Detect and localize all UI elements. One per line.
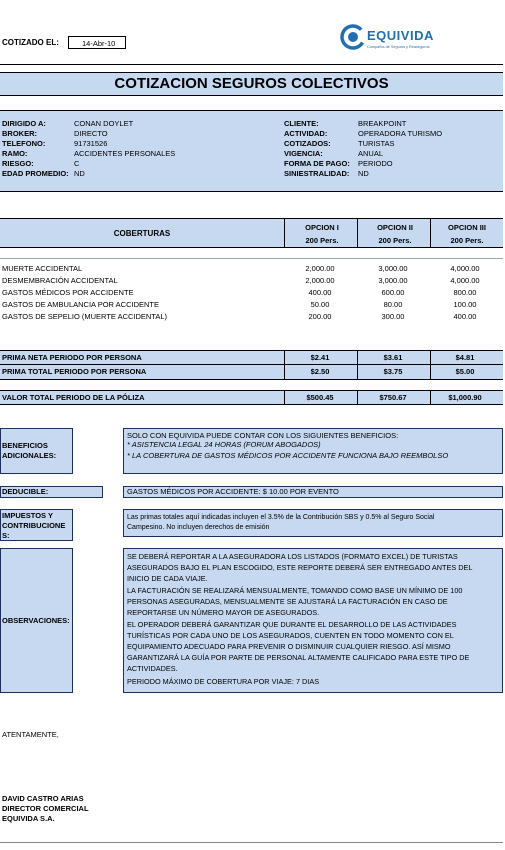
net-premium-value: $4.81 bbox=[455, 353, 475, 362]
taxes-label-box bbox=[0, 509, 73, 541]
info-label-phone: TELEFONO: bbox=[2, 139, 46, 148]
coverage-value: 4,000.00 bbox=[450, 276, 480, 285]
info-label-branch: RAMO: bbox=[2, 149, 28, 158]
info-value-age: ND bbox=[74, 169, 85, 178]
observation-line: EQUIPAMIENTO ADECUADO PARA PREVENIR O DISMINUIR CUALQUIER RIESGO. ASÍ MISMO bbox=[127, 642, 451, 651]
info-value-claims: ND bbox=[358, 169, 369, 178]
info-label-broker: BROKER: bbox=[2, 129, 37, 138]
info-value-payment: PERIODO bbox=[358, 159, 393, 168]
net-premium-value: $3.61 bbox=[383, 353, 403, 362]
info-label-risk: RIESGO: bbox=[2, 159, 34, 168]
observation-line: GARANTIZARÁ LA GUÍA POR PARTE DE PERSONAL ALTAMENTE CALIFICADO PARA ESTE TIPO DE bbox=[127, 653, 470, 662]
equivida-logo-icon bbox=[340, 24, 366, 50]
net-premium-row bbox=[0, 350, 503, 365]
option-3-persons: 200 Pers. bbox=[450, 236, 484, 245]
info-label-activity: ACTIVIDAD: bbox=[284, 129, 328, 138]
observations-content-box bbox=[123, 548, 503, 693]
benefits-label-line2: ADICIONALES: bbox=[2, 451, 57, 460]
coverage-value: 600.00 bbox=[381, 288, 405, 297]
option-3-name: OPCION III bbox=[448, 223, 486, 232]
policy-total-label: VALOR TOTAL PERIODO DE LA PÓLIZA bbox=[2, 393, 145, 402]
policy-total-row bbox=[0, 390, 503, 405]
taxes-text-line2: Campesino. No incluyen derechos de emisión bbox=[127, 524, 270, 531]
coverage-label: DESMEMBRACIÓN ACCIDENTAL bbox=[2, 276, 118, 285]
coverage-value: 300.00 bbox=[381, 312, 405, 321]
option-1-persons: 200 Pers. bbox=[305, 236, 339, 245]
closing-salutation: ATENTAMENTE, bbox=[2, 730, 59, 739]
benefit-item: * LA COBERTURA DE GASTOS MÉDICOS POR ACCIDENTE FUNCIONA BAJO REEMBOLSO bbox=[127, 451, 449, 460]
info-value-broker: DIRECTO bbox=[74, 129, 108, 138]
observation-line: ACTIVIDADES. bbox=[127, 664, 178, 673]
benefit-item: * ASISTENCIA LEGAL 24 HORAS (FORUM ABOGADOS) bbox=[127, 440, 321, 449]
info-value-branch: ACCIDENTES PERSONALES bbox=[74, 149, 176, 158]
coverage-value: 2,000.00 bbox=[305, 264, 335, 273]
info-value-risk: C bbox=[74, 159, 80, 168]
coverage-value: 200.00 bbox=[308, 312, 332, 321]
coverage-label: GASTOS DE SEPELIO (MUERTE ACCIDENTAL) bbox=[2, 312, 168, 321]
title-bar bbox=[0, 72, 503, 96]
observations-label: OBSERVACIONES: bbox=[2, 616, 70, 625]
observation-line: EL OPERADOR DEBERÁ GARANTIZAR QUE DURANTE EL DESARROLLO DE LAS ACTIVIDADES bbox=[127, 620, 457, 629]
coverage-value: 3,000.00 bbox=[378, 276, 408, 285]
signer-company: EQUIVIDA S.A. bbox=[2, 814, 55, 823]
coverage-value: 400.00 bbox=[453, 312, 477, 321]
quoted-date-box bbox=[68, 36, 126, 49]
coverage-label: MUERTE ACCIDENTAL bbox=[2, 264, 83, 273]
policy-total-value: $1,000.90 bbox=[448, 393, 482, 402]
benefits-content-box bbox=[123, 428, 503, 474]
policy-total-value: $500.45 bbox=[306, 393, 334, 402]
coverage-value: 80.00 bbox=[383, 300, 403, 309]
logo-tagline: Compañía de Seguros y Reaseguros bbox=[367, 45, 430, 49]
info-label-client: CLIENTE: bbox=[284, 119, 319, 128]
info-label-claims: SINIESTRALIDAD: bbox=[284, 169, 350, 178]
quoted-label: COTIZADO EL: bbox=[2, 38, 59, 47]
info-value-validity: ANUAL bbox=[358, 149, 384, 158]
taxes-label-line2: CONTRIBUCIONE bbox=[2, 521, 66, 530]
page-title: COTIZACION SEGUROS COLECTIVOS bbox=[114, 75, 389, 92]
info-label-quoted: COTIZADOS: bbox=[284, 139, 331, 148]
observation-line: ASEGURADOS BAJO EL PLAN ESCOGIDO, ESTE REPORTE DEBERÁ SER ENTREGADO ANTES DEL bbox=[127, 563, 473, 572]
coverage-value: 2,000.00 bbox=[305, 276, 335, 285]
total-premium-value: $5.00 bbox=[455, 367, 475, 376]
taxes-content-box bbox=[123, 509, 503, 537]
policy-total-value: $750.67 bbox=[379, 393, 407, 402]
coverage-value: 400.00 bbox=[308, 288, 332, 297]
benefits-intro: SOLO CON EQUIVIDA PUEDE CONTAR CON LOS SIGUIENTES BENEFICIOS: bbox=[127, 431, 399, 440]
logo-text: EQUIVIDA bbox=[367, 28, 434, 43]
info-value-directed: CONAN DOYLET bbox=[74, 119, 134, 128]
coverage-label: GASTOS DE AMBULANCIA POR ACCIDENTE bbox=[2, 300, 159, 309]
observation-line: REPORTARSE UN NÚMERO MAYOR DE ASEGURADOS. bbox=[127, 608, 320, 617]
total-premium-label: PRIMA TOTAL PERIODO POR PERSONA bbox=[2, 367, 147, 376]
info-value-quoted: TURISTAS bbox=[358, 139, 395, 148]
info-label-validity: VIGENCIA: bbox=[284, 149, 323, 158]
total-premium-value: $2.50 bbox=[310, 367, 330, 376]
info-value-client: BREAKPOINT bbox=[358, 119, 407, 128]
logo bbox=[340, 22, 460, 58]
info-label-payment: FORMA DE PAGO: bbox=[284, 159, 350, 168]
coverage-value: 50.00 bbox=[310, 300, 330, 309]
deductible-label-box bbox=[0, 486, 103, 498]
observation-line: PERIODO MÁXIMO DE COBERTURA POR VIAJE: 7 DIAS bbox=[127, 677, 320, 686]
deductible-label: DEDUCIBLE: bbox=[2, 487, 49, 496]
signer-name: DAVID CASTRO ARIAS bbox=[2, 794, 84, 803]
option-1-name: OPCION I bbox=[305, 223, 339, 232]
taxes-text-line1: Las primas totales aquí indicadas incluyen el 3.5% de la Contribución SBS y 0.5% al Seguro Social bbox=[127, 514, 435, 521]
total-premium-row bbox=[0, 365, 503, 380]
observations-label-box bbox=[0, 548, 73, 693]
coverage-header bbox=[0, 218, 503, 248]
taxes-label-line3: S: bbox=[2, 531, 10, 540]
taxes-label-line1: IMPUESTOS Y bbox=[2, 511, 53, 520]
quoted-date: 14-Abr-10 bbox=[82, 39, 116, 48]
coverage-value: 4,000.00 bbox=[450, 264, 480, 273]
observation-line: INICIO DE CADA VIAJE. bbox=[127, 574, 208, 583]
coverage-heading: COBERTURAS bbox=[113, 229, 171, 238]
total-premium-value: $3.75 bbox=[383, 367, 403, 376]
signer-position: DIRECTOR COMERCIAL bbox=[2, 804, 89, 813]
coverage-value: 100.00 bbox=[453, 300, 477, 309]
observation-line: LA FACTURACIÓN SE REALIZARÁ MENSUALMENTE, TOMANDO COMO BASE UN MÍNIMO DE 100 bbox=[127, 586, 463, 595]
deductible-text: GASTOS MÉDICOS POR ACCIDENTE: $ 10.00 POR EVENTO bbox=[127, 487, 339, 496]
coverage-label: GASTOS MÉDICOS POR ACCIDENTE bbox=[2, 288, 134, 297]
coverage-value: 800.00 bbox=[453, 288, 477, 297]
observation-line: TURÍSTICAS POR CADA UNO DE LOS ASEGURADOS, CUENTEN EN TODO MOMENTO CON EL bbox=[127, 631, 454, 640]
info-label-directed: DIRIGIDO A: bbox=[2, 119, 46, 128]
deductible-content-box bbox=[123, 486, 503, 498]
net-premium-value: $2.41 bbox=[310, 353, 330, 362]
net-premium-label: PRIMA NETA PERIODO POR PERSONA bbox=[2, 353, 142, 362]
option-2-persons: 200 Pers. bbox=[378, 236, 412, 245]
info-block bbox=[0, 110, 503, 192]
info-value-phone: 91731526 bbox=[74, 139, 108, 148]
benefits-label-line1: BENEFICIOS bbox=[2, 441, 48, 450]
benefits-label-box bbox=[0, 428, 73, 474]
info-value-activity: OPERADORA TURISMO bbox=[358, 129, 443, 138]
coverage-value: 3,000.00 bbox=[378, 264, 408, 273]
observation-line: SE DEBERÁ REPORTAR A LA ASEGURADORA LOS LISTADOS (FORMATO EXCEL) DE TURISTAS bbox=[127, 552, 458, 561]
observation-line: PERSONAS ASEGURADAS, MENSUALMENTE SE AJUSTARÁ LA FACTURACIÓN EN CASO DE bbox=[127, 597, 448, 606]
option-2-name: OPCION II bbox=[377, 223, 413, 232]
info-label-age: EDAD PROMEDIO: bbox=[2, 169, 69, 178]
